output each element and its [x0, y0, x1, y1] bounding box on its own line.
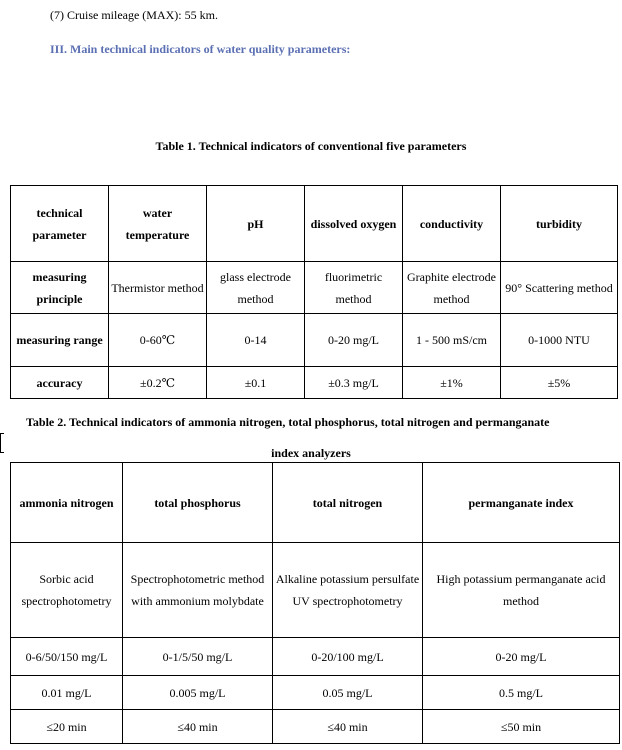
table2-cell: ≤40 min [273, 710, 423, 744]
table1-cell: ±0.2℃ [109, 367, 207, 399]
table2-cell: ≤40 min [123, 710, 273, 744]
table-row [11, 314, 618, 367]
table2-header-cell: ammonia nitrogen [11, 463, 123, 543]
table1-cell: Thermistor method [109, 262, 207, 314]
table2-cell: 0-20 mg/L [423, 638, 620, 676]
table2-cell: 0-20/100 mg/L [273, 638, 423, 676]
table-row [11, 710, 620, 744]
table1-cell: 0-60℃ [109, 314, 207, 367]
table-row [11, 543, 620, 638]
table1-cell: 1 - 500 mS/cm [403, 314, 501, 367]
table1-row-header: measuring range [11, 314, 109, 367]
table1-cell: Graphite electrode method [403, 262, 501, 314]
table1-header-cell: pH [207, 186, 305, 262]
table2-caption-line1: Table 2. Technical indicators of ammonia nitrogen, total phosphorus, total nitrogen and permanganate [26, 415, 550, 429]
table1-cell: ±0.3 mg/L [305, 367, 403, 399]
table2-cell: ≤50 min [423, 710, 620, 744]
table1-row-header: measuring principle [11, 262, 109, 314]
table-row [11, 367, 618, 399]
table-row [11, 676, 620, 710]
table1-cell: 0-20 mg/L [305, 314, 403, 367]
table1-header-cell: turbidity [501, 186, 618, 262]
table1-cell: ±0.1 [207, 367, 305, 399]
table2-cell: 0-1/5/50 mg/L [123, 638, 273, 676]
table2-cell: 0.5 mg/L [423, 676, 620, 710]
table1-row-header: accuracy [11, 367, 109, 399]
section-heading: III. Main technical indicators of water quality parameters: [50, 42, 351, 56]
table2-cell: Spectrophotometric method with ammonium molybdate [123, 543, 273, 638]
table1-header-row [11, 186, 618, 262]
cruise-mileage-line: (7) Cruise mileage (MAX): 55 km. [50, 8, 218, 22]
table2-cell: 0-6/50/150 mg/L [11, 638, 123, 676]
table1-cell: 0-1000 NTU [501, 314, 618, 367]
table1-conventional-parameters [10, 185, 618, 399]
table1-caption: Table 1. Technical indicators of conventional five parameters [155, 139, 467, 153]
table2-header-row [11, 463, 620, 543]
table2-cell: High potassium permanganate acid method [423, 543, 620, 638]
table-row [11, 638, 620, 676]
table1-header-cell: water temperature [109, 186, 207, 262]
table2-analyzer-indicators [10, 462, 620, 744]
table1-header-cell: technical parameter [11, 186, 109, 262]
table2-header-cell: permanganate index [423, 463, 620, 543]
table2-cell: Alkaline potassium persulfate UV spectrophotometry [273, 543, 423, 638]
table2-cell: 0.01 mg/L [11, 676, 123, 710]
table1-cell: glass electrode method [207, 262, 305, 314]
table1-cell: ±1% [403, 367, 501, 399]
table2-cell: 0.005 mg/L [123, 676, 273, 710]
table1-header-cell: conductivity [403, 186, 501, 262]
table1-header-cell: dissolved oxygen [305, 186, 403, 262]
table2-caption-line2: index analyzers [271, 446, 351, 460]
table2-cell: 0.05 mg/L [273, 676, 423, 710]
table2-cell: ≤20 min [11, 710, 123, 744]
table-row [11, 262, 618, 314]
table1-cell: 90° Scattering method [501, 262, 618, 314]
table2-header-cell: total phosphorus [123, 463, 273, 543]
table1-cell: fluorimetric method [305, 262, 403, 314]
table1-cell: 0-14 [207, 314, 305, 367]
table2-cell: Sorbic acid spectrophotometry [11, 543, 123, 638]
table2-header-cell: total nitrogen [273, 463, 423, 543]
table1-cell: ±5% [501, 367, 618, 399]
